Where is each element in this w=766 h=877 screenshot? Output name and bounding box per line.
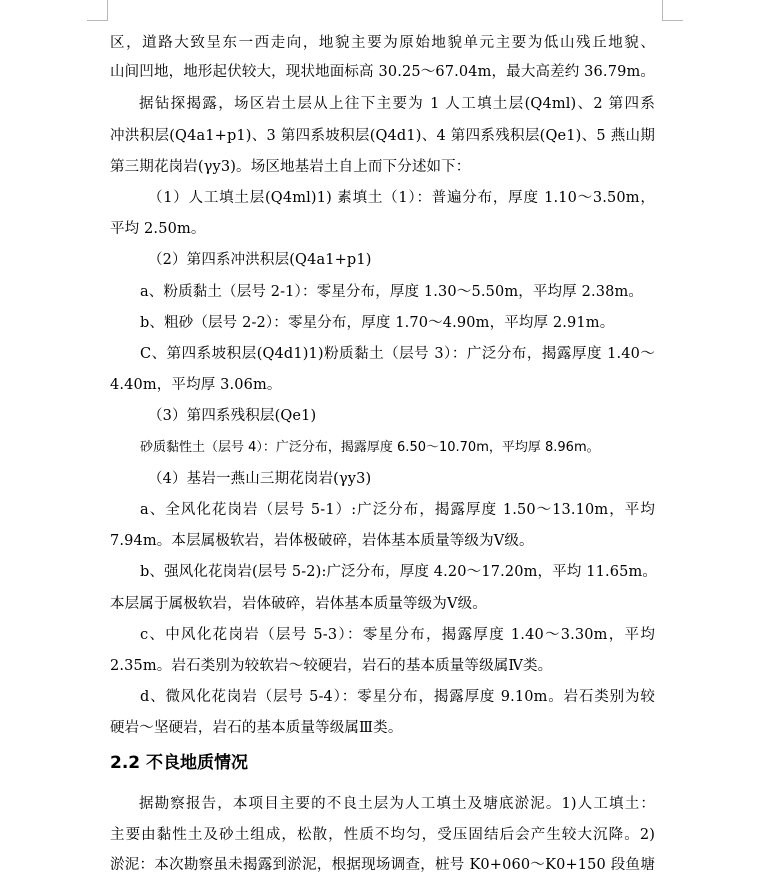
paragraph-line: （4）基岩一燕山三期花岗岩(γy3) [148, 471, 372, 487]
paragraph-line: 第三期花岗岩(γy3)。场区地基岩土自上而下分述如下： [110, 159, 471, 175]
paragraph-line: d、微风化花岗岩（层号 5-4）：零星分布，揭露厚度 9.10m。岩石类别为较 [140, 689, 655, 705]
paragraph-line: 平均 2.50m。 [110, 221, 206, 237]
paragraph-line: 4.40m，平均厚 3.06m。 [110, 377, 282, 393]
margin-corner-mark-left [87, 0, 108, 21]
paragraph-line: c、中风化花岗岩（层号 5-3）：零星分布，揭露厚度 1.40～3.30m，平均 [140, 627, 655, 643]
paragraph-line: （3）第四系残积层(Qe1) [148, 408, 317, 424]
paragraph-line: （1）人工填土层(Q4ml)1) 素填土（1）：普遍分布，厚度 1.10～3.50m， [148, 190, 655, 206]
paragraph-line: （2）第四系冲洪积层(Q4a1+p1) [148, 252, 372, 268]
paragraph-line: 7.94m。本层属极软岩，岩体极破碎，岩体基本质量等级为Ⅴ级。 [110, 533, 534, 549]
paragraph-line: b、粗砂（层号 2-2）：零星分布，厚度 1.70～4.90m，平均厚 2.91m。 [140, 315, 615, 331]
paragraph-line: 据钻探揭露，场区岩土层从上往下主要为 1 人工填土层(Q4ml)、2 第四系 [139, 96, 655, 112]
paragraph-line: 冲洪积层(Q4a1+p1)、3 第四系坡积层(Q4d1)、4 第四系残积层(Qe1)、5 燕山期 [110, 128, 655, 144]
paragraph-line: 山间凹地，地形起伏较大，现状地面标高 30.25～67.04m，最大高差约 36.79m。 [110, 64, 655, 80]
paragraph-line: 本层属于属极软岩，岩体破碎，岩体基本质量等级为Ⅴ级。 [110, 596, 487, 612]
paragraph-line: b、强风化花岗岩(层号 5-2):广泛分布，厚度 4.20～17.20m，平均 11.65m。 [140, 564, 658, 580]
margin-corner-mark-right [662, 0, 683, 21]
section-heading: 2.2 不良地质情况 [110, 753, 249, 773]
paragraph-line: 砂质黏性土（层号 4）：广泛分布，揭露厚度 6.50～10.70m，平均厚 8.96m。 [140, 440, 600, 455]
paragraph-line: 区，道路大致呈东一西走向，地貌主要为原始地貌单元主要为低山残丘地貌、 [110, 35, 655, 51]
paragraph-line: 2.35m。岩石类别为较软岩～较硬岩，岩石的基本质量等级属Ⅳ类。 [110, 658, 553, 674]
paragraph-line: 淤泥：本次勘察虽未揭露到淤泥，根据现场调查，桩号 K0+060～K0+150 段鱼塘 [110, 857, 655, 873]
paragraph-line: 据勘察报告，本项目主要的不良土层为人工填土及塘底淤泥。1)人工填土： [139, 796, 655, 812]
paragraph-line: a、粉质黏土（层号 2-1）：零星分布，厚度 1.30～5.50m，平均厚 2.38m。 [140, 284, 644, 300]
paragraph-line: 硬岩～坚硬岩，岩石的基本质量等级属Ⅲ类。 [110, 720, 403, 736]
paragraph-line: C、第四系坡积层(Q4d1)1)粉质黏土（层号 3）：广泛分布，揭露厚度 1.40～ [140, 346, 655, 362]
paragraph-line: a、全风化花岗岩（层号 5-1）:广泛分布，揭露厚度 1.50～13.10m，平均 [140, 502, 655, 518]
paragraph-line: 主要由黏性土及砂土组成，松散，性质不均匀，受压固结后会产生较大沉降。2) [110, 827, 655, 843]
